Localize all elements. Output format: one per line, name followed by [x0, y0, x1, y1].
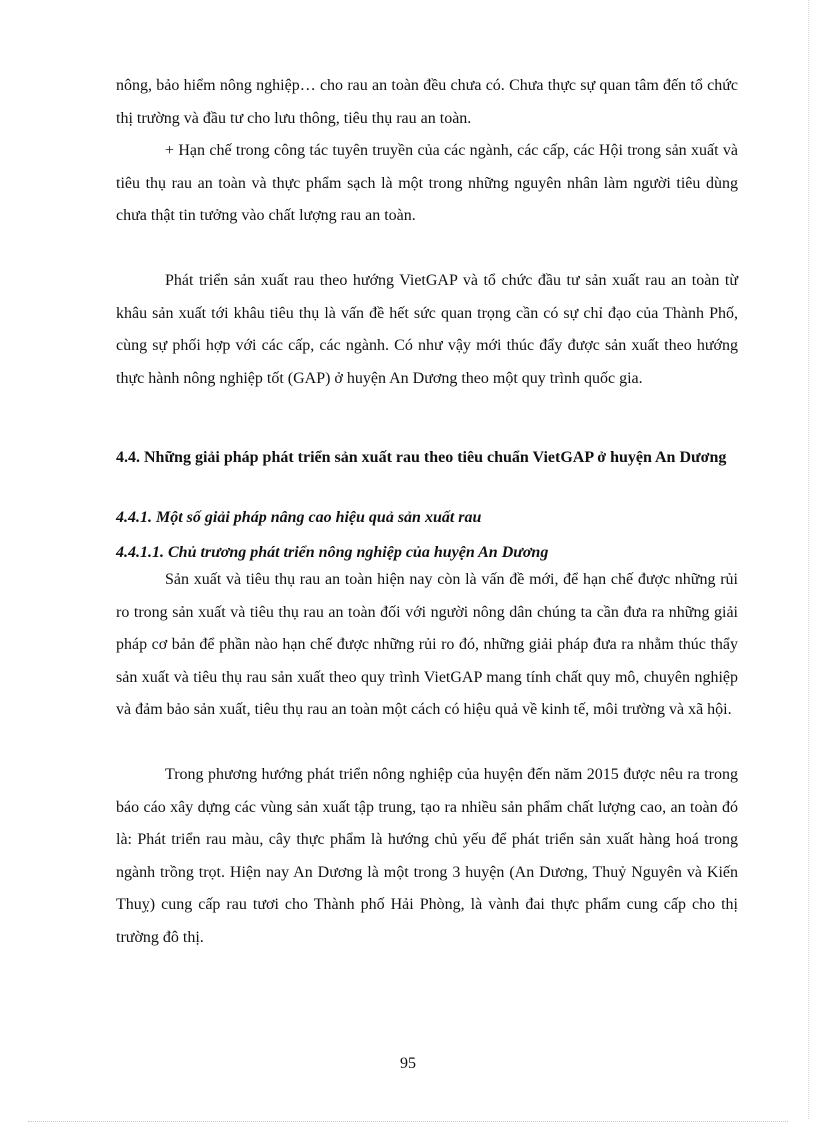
- page-number: 95: [400, 1055, 416, 1072]
- paragraph-direction: Trong phương hướng phát triển nông nghiệp của huyện đến năm 2015 được nêu ra trong báo cáo xây dựng các vùng sản xuất tập trung, tạo ra nhiều sản phẩm chất lượng cao, an toàn đó là: Phát triển rau màu, cây thực phẩm là hướng chủ yếu để phát triển sản xuất hàng hoá trong ngành trồng trọt. Hiện nay An Dương là một trong 3 huyện (An Dương, Thuỷ Nguyên và Kiến Thuỵ) cung cấp rau tươi cho Thành phố Hải Phòng, là vành đai thực phẩm cung cấp cho thị trường đô thị.: [116, 766, 738, 946]
- page-bottom-border: [28, 1121, 788, 1122]
- paragraph-development: Phát triển sản xuất rau theo hướng VietGAP và tổ chức đầu tư sản xuất rau an toàn từ khâu sản xuất tới khâu tiêu thụ là vấn đề hết sức quan trọng cần có sự chỉ đạo của Thành Phố, cùng sự phối hợp với các cấp, các ngành. Có như vậy mới thúc đẩy được sản xuất theo hướng thực hành nông nghiệp tốt (GAP) ở huyện An Dương theo một quy trình quốc gia.: [116, 272, 738, 387]
- section-heading-4-4: 4.4. Những giải pháp phát triển sản xuất rau theo tiêu chuẩn VietGAP ở huyện An Dương: [116, 449, 727, 466]
- page-right-border: [808, 0, 809, 1119]
- paragraph-limitations: + Hạn chế trong công tác tuyên truyền của các ngành, các cấp, các Hội trong sản xuất và tiêu thụ rau an toàn và thực phẩm sạch là một trong những nguyên nhân làm người tiêu dùng chưa thật tin tưởng vào chất lượng rau an toàn.: [116, 142, 738, 224]
- section-heading-4-4-1: 4.4.1. Một số giải pháp nâng cao hiệu quả sản xuất rau: [116, 509, 482, 526]
- paragraph-solutions: Sản xuất và tiêu thụ rau an toàn hiện nay còn là vấn đề mới, để hạn chế được những rủi ro trong sản xuất và tiêu thụ rau an toàn đối với người nông dân chúng ta cần đưa ra những giải pháp cơ bản để phần nào hạn chế được những rủi ro đó, những giải pháp đưa ra nhằm thúc thẩy sản xuất và tiêu thụ rau sản xuất theo quy trình VietGAP mang tính chất quy mô, chuyên nghiệp và đảm bảo sản xuất, tiêu thụ rau an toàn một cách có hiệu quả về kinh tế, môi trường và xã hội.: [116, 571, 738, 718]
- section-heading-4-4-1-1: 4.4.1.1. Chủ trương phát triển nông nghiệp của huyện An Dương: [116, 544, 549, 561]
- paragraph-continuation: nông, bảo hiểm nông nghiệp… cho rau an toàn đều chưa có. Chưa thực sự quan tâm đến tổ chức thị trường và đầu tư cho lưu thông, tiêu thụ rau an toàn.: [116, 77, 738, 127]
